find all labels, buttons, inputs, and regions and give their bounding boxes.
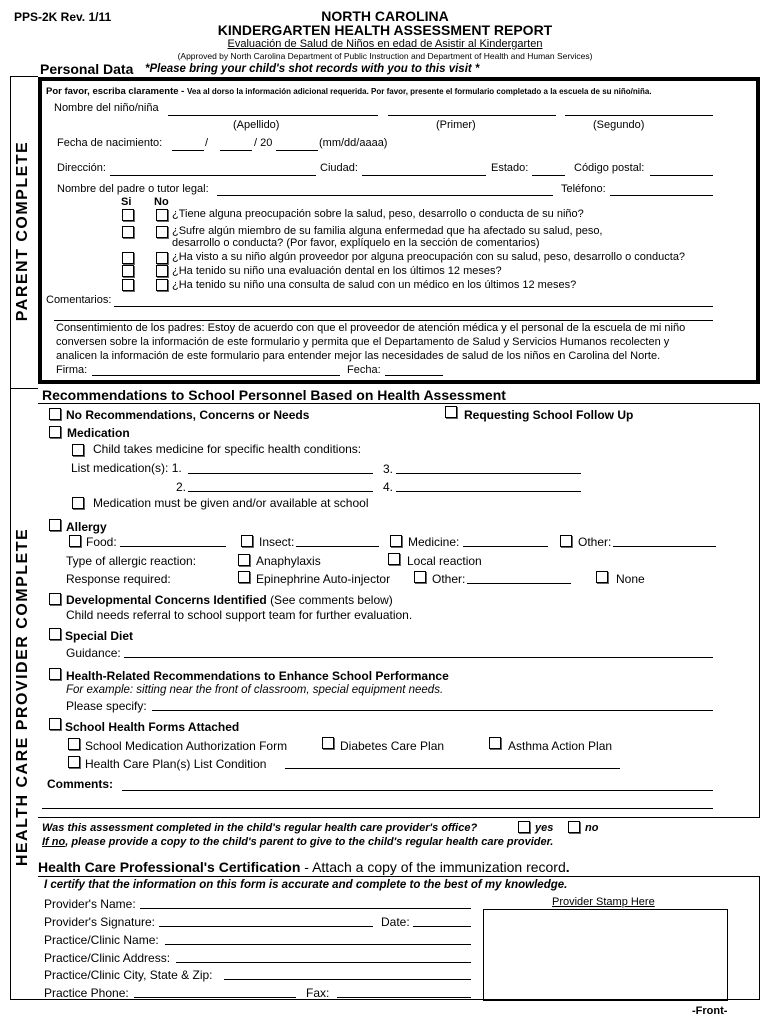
no-header: No bbox=[154, 196, 169, 208]
no-label: no bbox=[585, 822, 599, 834]
food-line[interactable] bbox=[120, 546, 226, 547]
follow-up-checkbox[interactable] bbox=[445, 406, 457, 418]
cert-heading-a: Health Care Professional's Certification bbox=[38, 859, 301, 875]
parent-complete-label: PARENT COMPLETE bbox=[14, 140, 31, 322]
comments-line-2[interactable] bbox=[54, 320, 713, 321]
forms-label: School Health Forms Attached bbox=[65, 720, 240, 734]
none-label: None bbox=[616, 572, 645, 586]
practice-phone-label: Practice Phone: bbox=[44, 986, 129, 1000]
med-4-line[interactable] bbox=[396, 491, 581, 492]
hcp-list-label: Health Care Plan(s) List Condition bbox=[85, 757, 267, 771]
spanish-subtitle: Evaluación de Salud de Niños en edad de Asistir al Kindergarten bbox=[227, 38, 543, 50]
guidance-line[interactable] bbox=[124, 657, 713, 658]
cert-heading bbox=[38, 859, 570, 875]
specify-label: Please specify: bbox=[66, 699, 147, 713]
referral-label: Child needs referral to school support team for further evaluation. bbox=[66, 608, 413, 622]
recs-top-rule bbox=[38, 403, 760, 404]
hcp-list-checkbox[interactable] bbox=[68, 756, 80, 768]
approval-note: (Approved by North Carolina Department of Public Instruction and Department of Health and Human Services) bbox=[177, 51, 593, 61]
see-comments-label: (See comments below) bbox=[270, 593, 393, 607]
practice-address-label: Practice/Clinic Address: bbox=[44, 951, 171, 965]
child-name-label: Nombre del niño/niña bbox=[54, 102, 159, 114]
child-takes-label: Child takes medicine for specific health conditions: bbox=[93, 442, 362, 456]
q4-si-checkbox[interactable] bbox=[122, 265, 134, 277]
page-title: KINDERGARTEN HEALTH ASSESSMENT REPORT bbox=[217, 22, 553, 38]
diabetes-label: Diabetes Care Plan bbox=[340, 739, 445, 753]
none-checkbox[interactable] bbox=[596, 571, 608, 583]
q2-no-checkbox[interactable] bbox=[156, 226, 168, 238]
provider-stamp-box[interactable] bbox=[483, 909, 728, 1001]
specify-line[interactable] bbox=[152, 710, 713, 711]
primer-label: (Primer) bbox=[436, 119, 476, 131]
dob-year-line[interactable] bbox=[276, 150, 318, 151]
other-response-label: Other: bbox=[432, 572, 466, 586]
health-recs-checkbox[interactable] bbox=[49, 668, 61, 680]
recs-comments-line-2[interactable] bbox=[42, 808, 713, 809]
other-response-checkbox[interactable] bbox=[414, 571, 426, 583]
dev-concerns-row bbox=[66, 593, 393, 607]
phone-label: Teléfono: bbox=[561, 183, 606, 195]
dob-day-line[interactable] bbox=[220, 150, 252, 151]
firma-line[interactable] bbox=[92, 375, 340, 376]
med-2-line[interactable] bbox=[188, 491, 373, 492]
zip-line[interactable] bbox=[650, 175, 713, 176]
copy-note: , please provide a copy to the child's parent to give to the child's regular health care provider. bbox=[65, 836, 554, 848]
shot-records-note: *Please bring your child's shot records with you to this visit * bbox=[145, 63, 480, 75]
comments-label: Comentarios: bbox=[46, 294, 112, 306]
consent-line-2: conversen sobre la información de este formulario y permita que el Departamento de Salud y Servicios Humanos recolecten y bbox=[56, 336, 670, 348]
address-line[interactable] bbox=[110, 175, 316, 176]
question-2a: ¿Sufre algún miembro de su familia alguna enfermedad que ha afectado su salud, peso, bbox=[172, 225, 603, 237]
guidance-label: Guidance: bbox=[66, 646, 121, 660]
q2-si-checkbox[interactable] bbox=[122, 226, 134, 238]
cert-date-label: Date: bbox=[381, 915, 410, 929]
fax-line[interactable] bbox=[337, 997, 471, 998]
list-meds-label: List medication(s): 1. bbox=[71, 461, 182, 475]
personal-data-heading: Personal Data bbox=[40, 61, 134, 77]
parent-name-label: Nombre del padre o tutor legal: bbox=[57, 183, 209, 195]
special-diet-label: Special Diet bbox=[65, 629, 134, 643]
epi-label: Epinephrine Auto-injector bbox=[256, 572, 391, 586]
dob-sep-2: / 20 bbox=[254, 137, 273, 149]
med-3-line[interactable] bbox=[396, 473, 581, 474]
q3-si-checkbox[interactable] bbox=[122, 252, 134, 264]
fecha-line[interactable] bbox=[385, 375, 443, 376]
question-3: ¿Ha visto a su niño algún proveedor por alguna preocupación con su salud, peso, desarrollo o conducta? bbox=[172, 251, 686, 263]
practice-name-label: Practice/Clinic Name: bbox=[44, 933, 159, 947]
other-allergy-label: Other: bbox=[578, 535, 612, 549]
dev-concerns-checkbox[interactable] bbox=[49, 593, 61, 605]
si-header: Si bbox=[121, 196, 132, 208]
allergy-checkbox[interactable] bbox=[49, 519, 61, 531]
local-reaction-label: Local reaction bbox=[407, 554, 482, 568]
example-label: For example: sitting near the front of classroom, special equipment needs. bbox=[66, 684, 444, 696]
follow-up-label: Requesting School Follow Up bbox=[464, 408, 634, 422]
segundo-label: (Segundo) bbox=[593, 119, 645, 131]
q5-no-checkbox[interactable] bbox=[156, 279, 168, 291]
response-label: Response required: bbox=[66, 572, 171, 586]
instructions bbox=[46, 86, 652, 97]
dev-concerns-label: Developmental Concerns Identified bbox=[66, 593, 267, 607]
asthma-label: Asthma Action Plan bbox=[508, 739, 613, 753]
fecha-label: Fecha: bbox=[347, 364, 381, 376]
reaction-type-label: Type of allergic reaction: bbox=[66, 554, 197, 568]
assessment-question: Was this assessment completed in the child's regular health care provider's office? bbox=[42, 822, 478, 834]
practice-city-label: Practice/Clinic City, State & Zip: bbox=[44, 968, 213, 982]
comments-line-1[interactable] bbox=[114, 306, 713, 307]
consent-line-3: analicen la información de este formulario para entender mejor las necesidades de salud de los niños en Carolina del Norte. bbox=[56, 350, 661, 362]
dob-label: Fecha de nacimiento: bbox=[57, 137, 163, 149]
address-label: Dirección: bbox=[57, 162, 106, 174]
question-5: ¿Ha tenido su niño una consulta de salud con un médico en los últimos 12 meses? bbox=[172, 279, 577, 291]
recs-bottom-rule bbox=[38, 817, 760, 818]
practice-name-line[interactable] bbox=[165, 944, 471, 945]
other-allergy-checkbox[interactable] bbox=[560, 535, 572, 547]
city-line[interactable] bbox=[362, 175, 486, 176]
practice-address-line[interactable] bbox=[176, 962, 471, 963]
yes-checkbox[interactable] bbox=[518, 821, 530, 833]
zip-label: Código postal: bbox=[574, 162, 645, 174]
if-no-label: If no bbox=[42, 836, 66, 848]
first-name-line[interactable] bbox=[388, 115, 556, 116]
dob-sep-1: / bbox=[205, 137, 209, 149]
certify-statement: I certify that the information on this form is accurate and complete to the best of my knowledge. bbox=[44, 879, 568, 891]
yes-label: yes bbox=[535, 822, 554, 834]
med-school-label: Medication must be given and/or available at school bbox=[93, 496, 369, 510]
instruction-bold: Por favor, escriba claramente - bbox=[46, 86, 185, 97]
state-line[interactable] bbox=[532, 175, 565, 176]
question-4: ¿Ha tenido su niño una evaluación dental en los últimos 12 meses? bbox=[172, 265, 502, 277]
provider-name-label: Provider's Name: bbox=[44, 897, 136, 911]
form-id: PPS-2K Rev. 1/11 bbox=[14, 10, 112, 24]
special-diet-checkbox[interactable] bbox=[49, 628, 61, 640]
q1-no-checkbox[interactable] bbox=[156, 209, 168, 221]
apellido-label: (Apellido) bbox=[233, 119, 280, 131]
consent-line-1: Consentimiento de los padres: Estoy de acuerdo con que el proveedor de atención médica y el personal de la escuela de mi niño bbox=[56, 322, 686, 334]
anaphylaxis-checkbox[interactable] bbox=[238, 554, 250, 566]
no-recs-checkbox[interactable] bbox=[49, 408, 61, 420]
firma-label: Firma: bbox=[56, 364, 88, 376]
epi-checkbox[interactable] bbox=[238, 571, 250, 583]
fax-label: Fax: bbox=[306, 986, 330, 1000]
middle-name-line[interactable] bbox=[565, 115, 713, 116]
insect-label: Insect: bbox=[259, 535, 295, 549]
allergy-label: Allergy bbox=[66, 520, 107, 534]
medicine-checkbox[interactable] bbox=[390, 535, 402, 547]
forms-checkbox[interactable] bbox=[49, 718, 61, 730]
q5-si-checkbox[interactable] bbox=[122, 279, 134, 291]
asthma-checkbox[interactable] bbox=[489, 737, 501, 749]
food-label: Food: bbox=[86, 535, 117, 549]
medicine-line[interactable] bbox=[463, 546, 548, 547]
insect-checkbox[interactable] bbox=[241, 535, 253, 547]
instruction-rest: Vea al dorso la información adicional requerida. Por favor, presente el formulario completado a la escuela de su niño/niña. bbox=[186, 87, 652, 96]
dob-month-line[interactable] bbox=[172, 150, 204, 151]
cert-date-line[interactable] bbox=[413, 926, 471, 927]
no-recs-label: No Recommendations, Concerns or Needs bbox=[66, 408, 310, 422]
recs-comments-line-1[interactable] bbox=[122, 790, 713, 791]
anaphylaxis-label: Anaphylaxis bbox=[256, 554, 321, 568]
recommendations-heading: Recommendations to School Personnel Based on Health Assessment bbox=[42, 387, 506, 403]
state-title: NORTH CAROLINA bbox=[321, 8, 449, 24]
q3-no-checkbox[interactable] bbox=[156, 252, 168, 264]
dob-format: (mm/dd/aaaa) bbox=[319, 137, 388, 149]
question-2b: desarrollo o conducta? (Por favor, explíquelo en la sección de comentarios) bbox=[172, 237, 540, 249]
med-3-num: 3. bbox=[383, 462, 394, 476]
side-divider bbox=[10, 388, 38, 389]
front-label: -Front- bbox=[692, 1005, 728, 1017]
med-auth-label: School Medication Authorization Form bbox=[85, 739, 288, 753]
parent-name-line[interactable] bbox=[217, 195, 553, 196]
med-1-line[interactable] bbox=[188, 473, 373, 474]
hcp-list-line[interactable] bbox=[285, 768, 620, 769]
diabetes-checkbox[interactable] bbox=[322, 737, 334, 749]
other-allergy-line[interactable] bbox=[613, 546, 716, 547]
provider-signature-line[interactable] bbox=[159, 926, 373, 927]
provider-signature-label: Provider's Signature: bbox=[44, 915, 156, 929]
practice-city-line[interactable] bbox=[224, 979, 471, 980]
recs-comments-label: Comments: bbox=[47, 777, 114, 791]
med-4-num: 4. bbox=[383, 480, 394, 494]
med-2-num: 2. bbox=[176, 480, 187, 494]
last-name-line[interactable] bbox=[168, 115, 378, 116]
provider-name-line[interactable] bbox=[140, 908, 471, 909]
q1-si-checkbox[interactable] bbox=[122, 209, 134, 221]
health-recs-label: Health-Related Recommendations to Enhance School Performance bbox=[66, 669, 449, 683]
other-response-line[interactable] bbox=[467, 583, 571, 584]
question-1: ¿Tiene alguna preocupación sobre la salud, peso, desarrollo o conducta de su niño? bbox=[172, 208, 584, 220]
stamp-label: Provider Stamp Here bbox=[552, 896, 655, 908]
local-reaction-checkbox[interactable] bbox=[388, 553, 400, 565]
cert-heading-dot: . bbox=[565, 859, 570, 875]
state-label: Estado: bbox=[491, 162, 529, 174]
insect-line[interactable] bbox=[296, 546, 379, 547]
medicine-label: Medicine: bbox=[408, 535, 460, 549]
food-checkbox[interactable] bbox=[69, 535, 81, 547]
recs-right-rule bbox=[759, 403, 760, 818]
med-auth-checkbox[interactable] bbox=[68, 738, 80, 750]
city-label: Ciudad: bbox=[320, 162, 358, 174]
q4-no-checkbox[interactable] bbox=[156, 265, 168, 277]
med-school-checkbox[interactable] bbox=[72, 497, 84, 509]
no-checkbox[interactable] bbox=[568, 821, 580, 833]
copy-note-row bbox=[42, 836, 553, 848]
child-takes-checkbox[interactable] bbox=[72, 444, 84, 456]
medication-label: Medication bbox=[67, 426, 130, 440]
phone-line[interactable] bbox=[610, 195, 713, 196]
provider-complete-label: HEALTH CARE PROVIDER COMPLETE bbox=[14, 527, 31, 867]
practice-phone-line[interactable] bbox=[134, 997, 296, 998]
cert-heading-b: - Attach a copy of the immunization record bbox=[300, 859, 566, 875]
medication-checkbox[interactable] bbox=[49, 426, 61, 438]
